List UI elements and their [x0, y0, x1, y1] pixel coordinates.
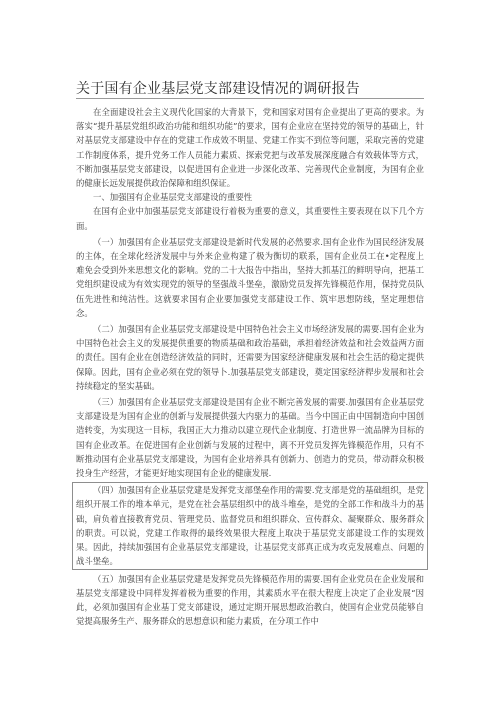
intro-paragraph: 在全面建设社会主义现代化国家的大背景下，党和国家对国有企业提出了更高的要求。为落实“提升基层党组织政治功能和组织功能”的要求，国有企业应在坚持党的领导的基础上，针对基层党支部建设中存在的党建工作成效不明显、党建工作实不到位等问题，采取完善的党建工作制度体系，提升党务工作人员能力素质、探索党把与改革发展深度融合有效载体等方式，不断加强基层党支部建设，以促进国有企业进一步深化改革、完善现代企业制度，为国有企业的健康长远发展提供政治保障和组织保证。	[76, 107, 424, 189]
title-divider	[76, 98, 424, 99]
point-3-paragraph: （三）加强国有企业基层党支部建设是国有企业不断完善发展的需要.加强国有企业基层党支部建设是为国有企业的创新与发展提供强大内驱力的基础。当今中国正由中国制造向中国创造转变，为实现这一目标，我国正大力推动以建立现代企业制度、打造世界一流品牌为目标的国有企业改革。在促进国有企业创新与发展的过程中，离不开党员发挥先锋模范作用，只有不断推动国有企业基层党支部建设，为国有企业培养具有创新力、创造力的党员，带动群众积极投身生产经营，才能更好地实现国有企业的健康发展.	[76, 397, 424, 479]
point-1-paragraph: （一）加强国有企业基层党支部建设是新时代发展的必然要求.国有企业作为国民经济发展的主体，在全球化经济发展中与外来企业构建了极为衡切的联系，国有企业员工在•定程度上难免会受到外来思想文化的影响。党的二十大报告中指出，坚持大抓基江的鲜明导向，把基工党组织建设成为有效实现党的领导的坚强战斗堡垒，激励党员发挥先锋模范作用，保持党员队伍先进性和纯洁性。这就要求国有企业要加强党支部建设工作、筑牢思想防线，坚定理想信念。	[76, 236, 424, 318]
document-body	[76, 105, 424, 628]
point-4-paragraph: （四）加强国有企业基层党建是发挥党支部堡垒作用的需要.党支部是党的基础组织，是党组织开展工作的堆本单元，是党在社会基层组织中的战斗堆垒，是党的全部工作和战斗力的基础，肩负着直接教育党员、管理党员、监督党员和组织群众、宣传群众、凝聚群众、服务群众的职责。可以说，党建工作取得的最终效果很大程度上取决于基层党支部建设工作的实现效果。因此，持续加强国有企业基层党支部建设，让基层党支部真正成为攻克发展难点、问题的战斗堡垒。	[72, 482, 428, 569]
section-heading: 一、加强国有企业基层党支部建设的重要性	[93, 192, 253, 203]
point-5-paragraph: （五）加强国有企业基层党建是发挥党员先锋模范作用的需要.国有企业党员在企业发展和基层党支部建设中同样发挥着极为重要的作用，其素质水平在很大程度上决定了企业发展“因此，必须加强国有企业基丁党支部建设，通过定期开展思想政治教白，使国有企业党员能够自觉提高服务生产、服务群众的思想意识和能力素质，在分项工作中	[76, 573, 424, 627]
section-intro-paragraph: 在国有企业中加强基层党支部建设行着极为重要的意义，其重要性主要表现在以下几个方面。	[76, 206, 424, 231]
point-2-paragraph: （二）加强国有企业基层党支部建设是中国特色社会主义市场经济发展的需要.国有企业为中国特色社会主义的发展提供重要的物质基础和政治基础，承担着经济效益和社会效益两方面的责任。国有企业在创造经济效益的同时，还需要为国家经济健康发展和社会生活的稳定提供保障。因此，国有企业必须在党的领导卜.加强基层党支部建设，奠定国家经济桿步发展和社会持续稳定的坚实基础。	[76, 324, 424, 391]
document-title: 关于国有企业基层党支部建设情况的调研报告	[76, 81, 360, 97]
